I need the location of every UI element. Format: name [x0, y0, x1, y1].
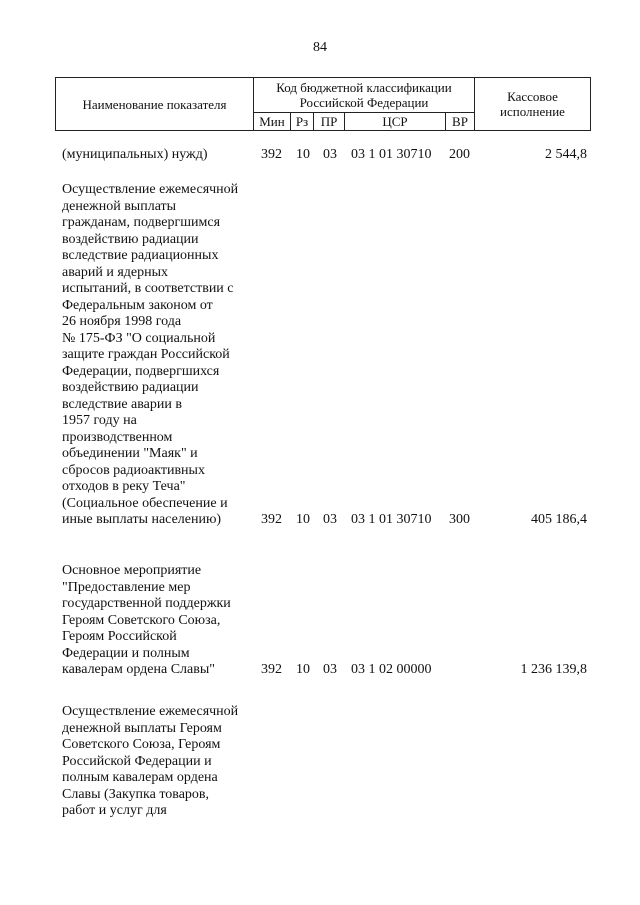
cell-min: 392 — [261, 511, 282, 527]
table-row — [62, 704, 587, 820]
cell-min: 392 — [261, 146, 282, 162]
cell-pr: 03 — [323, 661, 337, 677]
column-rz-header: Рз — [291, 113, 314, 131]
table-row — [62, 563, 587, 679]
table-row — [62, 147, 587, 164]
row-label: Основное мероприятие "Предоставление мер государственной поддержки Героям Советского Союза, Героям Российской Федерации и полным кавалерам ордена Славы" — [62, 563, 231, 677]
cell-vr: 200 — [449, 146, 470, 162]
column-vr-header: ВР — [446, 113, 475, 131]
cell-min: 392 — [261, 661, 282, 677]
cell-rz: 10 — [296, 511, 310, 527]
cell-csr: 03 1 01 30710 — [351, 511, 432, 527]
cell-sum: 1 236 139,8 — [520, 661, 587, 677]
cell-csr: 03 1 02 00000 — [351, 661, 432, 677]
cell-pr: 03 — [323, 146, 337, 162]
cell-sum: 2 544,8 — [545, 146, 587, 162]
row-label: (муниципальных) нужд) — [62, 147, 208, 162]
column-name-header: Наименование показателя — [56, 78, 254, 131]
table-row — [62, 182, 587, 529]
row-label: Осуществление ежемесячной денежной выплаты гражданам, подвергшимся воздействию радиации вследствие радиационных аварий и ядерных испытаний, в соответствии с Федеральным законом от 26 ноября 1998 года № 175-ФЗ "О социальной защите граждан Российской Федерации, подвергшихся воздействию радиации вследствие аварии в 1957 году на производственном объединении "Маяк" и сбросов радиоактивных отходов в реку Теча" (Социальное обеспечение и иные выплаты населению) — [62, 182, 239, 527]
cell-rz: 10 — [296, 661, 310, 677]
column-min-header: Мин — [254, 113, 291, 131]
execution-header: Кассовое исполнение — [475, 78, 591, 131]
cell-vr: 300 — [449, 511, 470, 527]
cell-sum: 405 186,4 — [531, 511, 587, 527]
kbk-header: Код бюджетной классификации Российской Федерации — [254, 78, 475, 113]
column-pr-header: ПР — [314, 113, 345, 131]
cell-pr: 03 — [323, 511, 337, 527]
row-label: Осуществление ежемесячной денежной выплаты Героям Советского Союза, Героям Российской Федерации и полным кавалерам ордена Славы (Закупка товаров, работ и услуг для — [62, 704, 239, 818]
column-csr-header: ЦСР — [345, 113, 446, 131]
page-number: 84 — [313, 40, 327, 55]
cell-csr: 03 1 01 30710 — [351, 146, 432, 162]
table-header — [55, 77, 591, 131]
cell-rz: 10 — [296, 146, 310, 162]
